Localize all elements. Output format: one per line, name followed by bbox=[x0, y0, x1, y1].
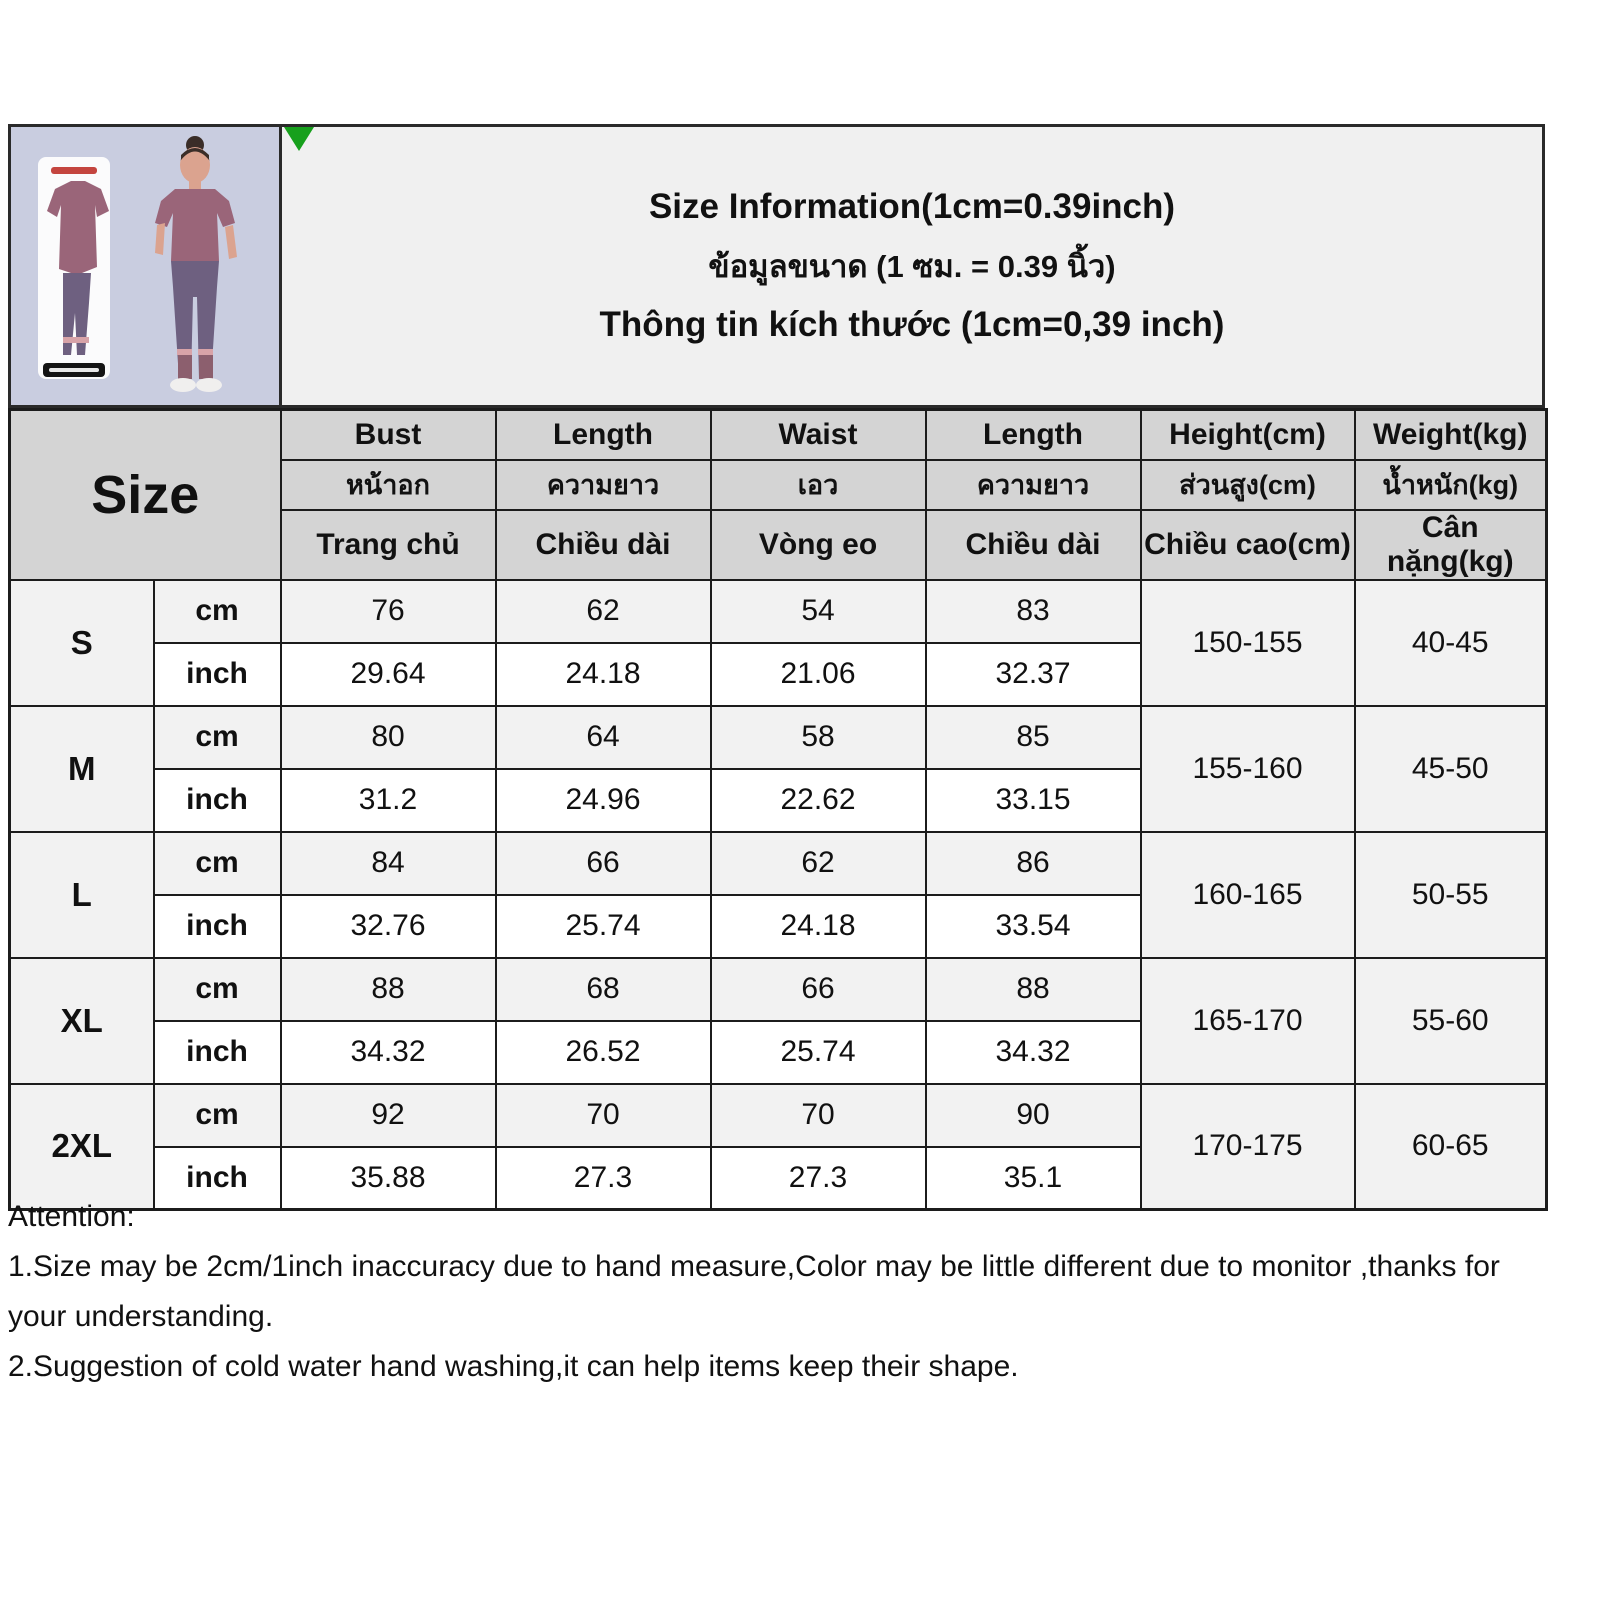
header-cell: น้ำหนัก(kg) bbox=[1355, 460, 1547, 510]
value-cell: 34.32 bbox=[926, 1021, 1141, 1084]
value-cell: 35.1 bbox=[926, 1147, 1141, 1210]
value-cell: 84 bbox=[281, 832, 496, 895]
height-range-cell: 155-160 bbox=[1141, 706, 1355, 832]
value-cell: 35.88 bbox=[281, 1147, 496, 1210]
header-cell: Chiều dài bbox=[496, 510, 711, 580]
value-cell: 76 bbox=[281, 580, 496, 643]
header-cell: ส่วนสูง(cm) bbox=[1141, 460, 1355, 510]
attention-heading: Attention: bbox=[8, 1200, 135, 1233]
value-cell: 70 bbox=[711, 1084, 926, 1147]
woman-model-illustration bbox=[155, 136, 237, 392]
title-vietnamese: Thông tin kích thước (1cm=0,39 inch) bbox=[599, 305, 1225, 344]
height-range-cell: 160-165 bbox=[1141, 832, 1355, 958]
table-row bbox=[10, 580, 1547, 643]
unit-cell: inch bbox=[154, 643, 281, 706]
value-cell: 27.3 bbox=[496, 1147, 711, 1210]
value-cell: 70 bbox=[496, 1084, 711, 1147]
attention-note-2: 2.Suggestion of cold water hand washing,it can help items keep their shape. bbox=[8, 1350, 1019, 1383]
value-cell: 90 bbox=[926, 1084, 1141, 1147]
value-cell: 22.62 bbox=[711, 769, 926, 832]
header-cell: ความยาว bbox=[926, 460, 1141, 510]
title-box bbox=[282, 127, 1542, 405]
value-cell: 83 bbox=[926, 580, 1141, 643]
height-range-cell: 165-170 bbox=[1141, 958, 1355, 1084]
unit-cell: cm bbox=[154, 958, 281, 1021]
size-header-cell: Size bbox=[10, 410, 281, 580]
table-row bbox=[10, 832, 1547, 895]
header-cell: Cân nặng(kg) bbox=[1355, 510, 1547, 580]
value-cell: 88 bbox=[281, 958, 496, 1021]
size-label-cell: L bbox=[10, 832, 154, 958]
weight-range-cell: 60-65 bbox=[1355, 1084, 1547, 1210]
header-cell: Vòng eo bbox=[711, 510, 926, 580]
title-thai: ข้อมูลขนาด (1 ซม. = 0.39 นิ้ว) bbox=[708, 249, 1116, 284]
value-cell: 32.37 bbox=[926, 643, 1141, 706]
unit-cell: inch bbox=[154, 1147, 281, 1210]
value-cell: 66 bbox=[711, 958, 926, 1021]
attention-notes bbox=[8, 1192, 1548, 1392]
value-cell: 29.64 bbox=[281, 643, 496, 706]
value-cell: 62 bbox=[711, 832, 926, 895]
value-cell: 54 bbox=[711, 580, 926, 643]
weight-range-cell: 50-55 bbox=[1355, 832, 1547, 958]
weight-range-cell: 45-50 bbox=[1355, 706, 1547, 832]
value-cell: 68 bbox=[496, 958, 711, 1021]
header-cell: Trang chủ bbox=[281, 510, 496, 580]
size-label-cell: S bbox=[10, 580, 154, 706]
header-cell: Length bbox=[926, 410, 1141, 460]
title-english: Size Information(1cm=0.39inch) bbox=[648, 187, 1176, 226]
value-cell: 26.52 bbox=[496, 1021, 711, 1084]
value-cell: 58 bbox=[711, 706, 926, 769]
value-cell: 25.74 bbox=[711, 1021, 926, 1084]
value-cell: 24.96 bbox=[496, 769, 711, 832]
height-range-cell: 150-155 bbox=[1141, 580, 1355, 706]
value-cell: 92 bbox=[281, 1084, 496, 1147]
header-row-english bbox=[10, 410, 1547, 460]
table-row bbox=[10, 706, 1547, 769]
unit-cell: cm bbox=[154, 580, 281, 643]
header-cell: เอว bbox=[711, 460, 926, 510]
value-cell: 86 bbox=[926, 832, 1141, 895]
value-cell: 25.74 bbox=[496, 895, 711, 958]
value-cell: 80 bbox=[281, 706, 496, 769]
size-label-cell: M bbox=[10, 706, 154, 832]
value-cell: 33.15 bbox=[926, 769, 1141, 832]
value-cell: 24.18 bbox=[711, 895, 926, 958]
unit-cell: inch bbox=[154, 1021, 281, 1084]
value-cell: 34.32 bbox=[281, 1021, 496, 1084]
green-corner-marker-icon bbox=[284, 127, 314, 151]
value-cell: 24.18 bbox=[496, 643, 711, 706]
header-cell: Weight(kg) bbox=[1355, 410, 1547, 460]
header-cell: หน้าอก bbox=[281, 460, 496, 510]
product-photo bbox=[11, 127, 282, 405]
header-cell: Chiều cao(cm) bbox=[1141, 510, 1355, 580]
flatlay-card bbox=[38, 157, 110, 379]
table-row bbox=[10, 958, 1547, 1021]
value-cell: 32.76 bbox=[281, 895, 496, 958]
header-cell: Height(cm) bbox=[1141, 410, 1355, 460]
value-cell: 31.2 bbox=[281, 769, 496, 832]
table-row bbox=[10, 1084, 1547, 1147]
unit-cell: inch bbox=[154, 895, 281, 958]
size-label-cell: XL bbox=[10, 958, 154, 1084]
value-cell: 66 bbox=[496, 832, 711, 895]
value-cell: 64 bbox=[496, 706, 711, 769]
size-label-cell: 2XL bbox=[10, 1084, 154, 1210]
size-table bbox=[8, 408, 1548, 1211]
value-cell: 27.3 bbox=[711, 1147, 926, 1210]
header-cell: Chiều dài bbox=[926, 510, 1141, 580]
product-photo-illustration bbox=[11, 127, 282, 405]
top-section bbox=[8, 124, 1545, 408]
header-cell: ความยาว bbox=[496, 460, 711, 510]
header-cell: Length bbox=[496, 410, 711, 460]
header-cell: Waist bbox=[711, 410, 926, 460]
value-cell: 33.54 bbox=[926, 895, 1141, 958]
attention-note-1: 1.Size may be 2cm/1inch inaccuracy due to hand measure,Color may be little different due to monitor ,thanks for your understanding. bbox=[8, 1250, 1500, 1333]
weight-range-cell: 40-45 bbox=[1355, 580, 1547, 706]
value-cell: 62 bbox=[496, 580, 711, 643]
weight-range-cell: 55-60 bbox=[1355, 958, 1547, 1084]
unit-cell: inch bbox=[154, 769, 281, 832]
value-cell: 88 bbox=[926, 958, 1141, 1021]
unit-cell: cm bbox=[154, 706, 281, 769]
height-range-cell: 170-175 bbox=[1141, 1084, 1355, 1210]
value-cell: 21.06 bbox=[711, 643, 926, 706]
value-cell: 85 bbox=[926, 706, 1141, 769]
header-cell: Bust bbox=[281, 410, 496, 460]
unit-cell: cm bbox=[154, 1084, 281, 1147]
unit-cell: cm bbox=[154, 832, 281, 895]
